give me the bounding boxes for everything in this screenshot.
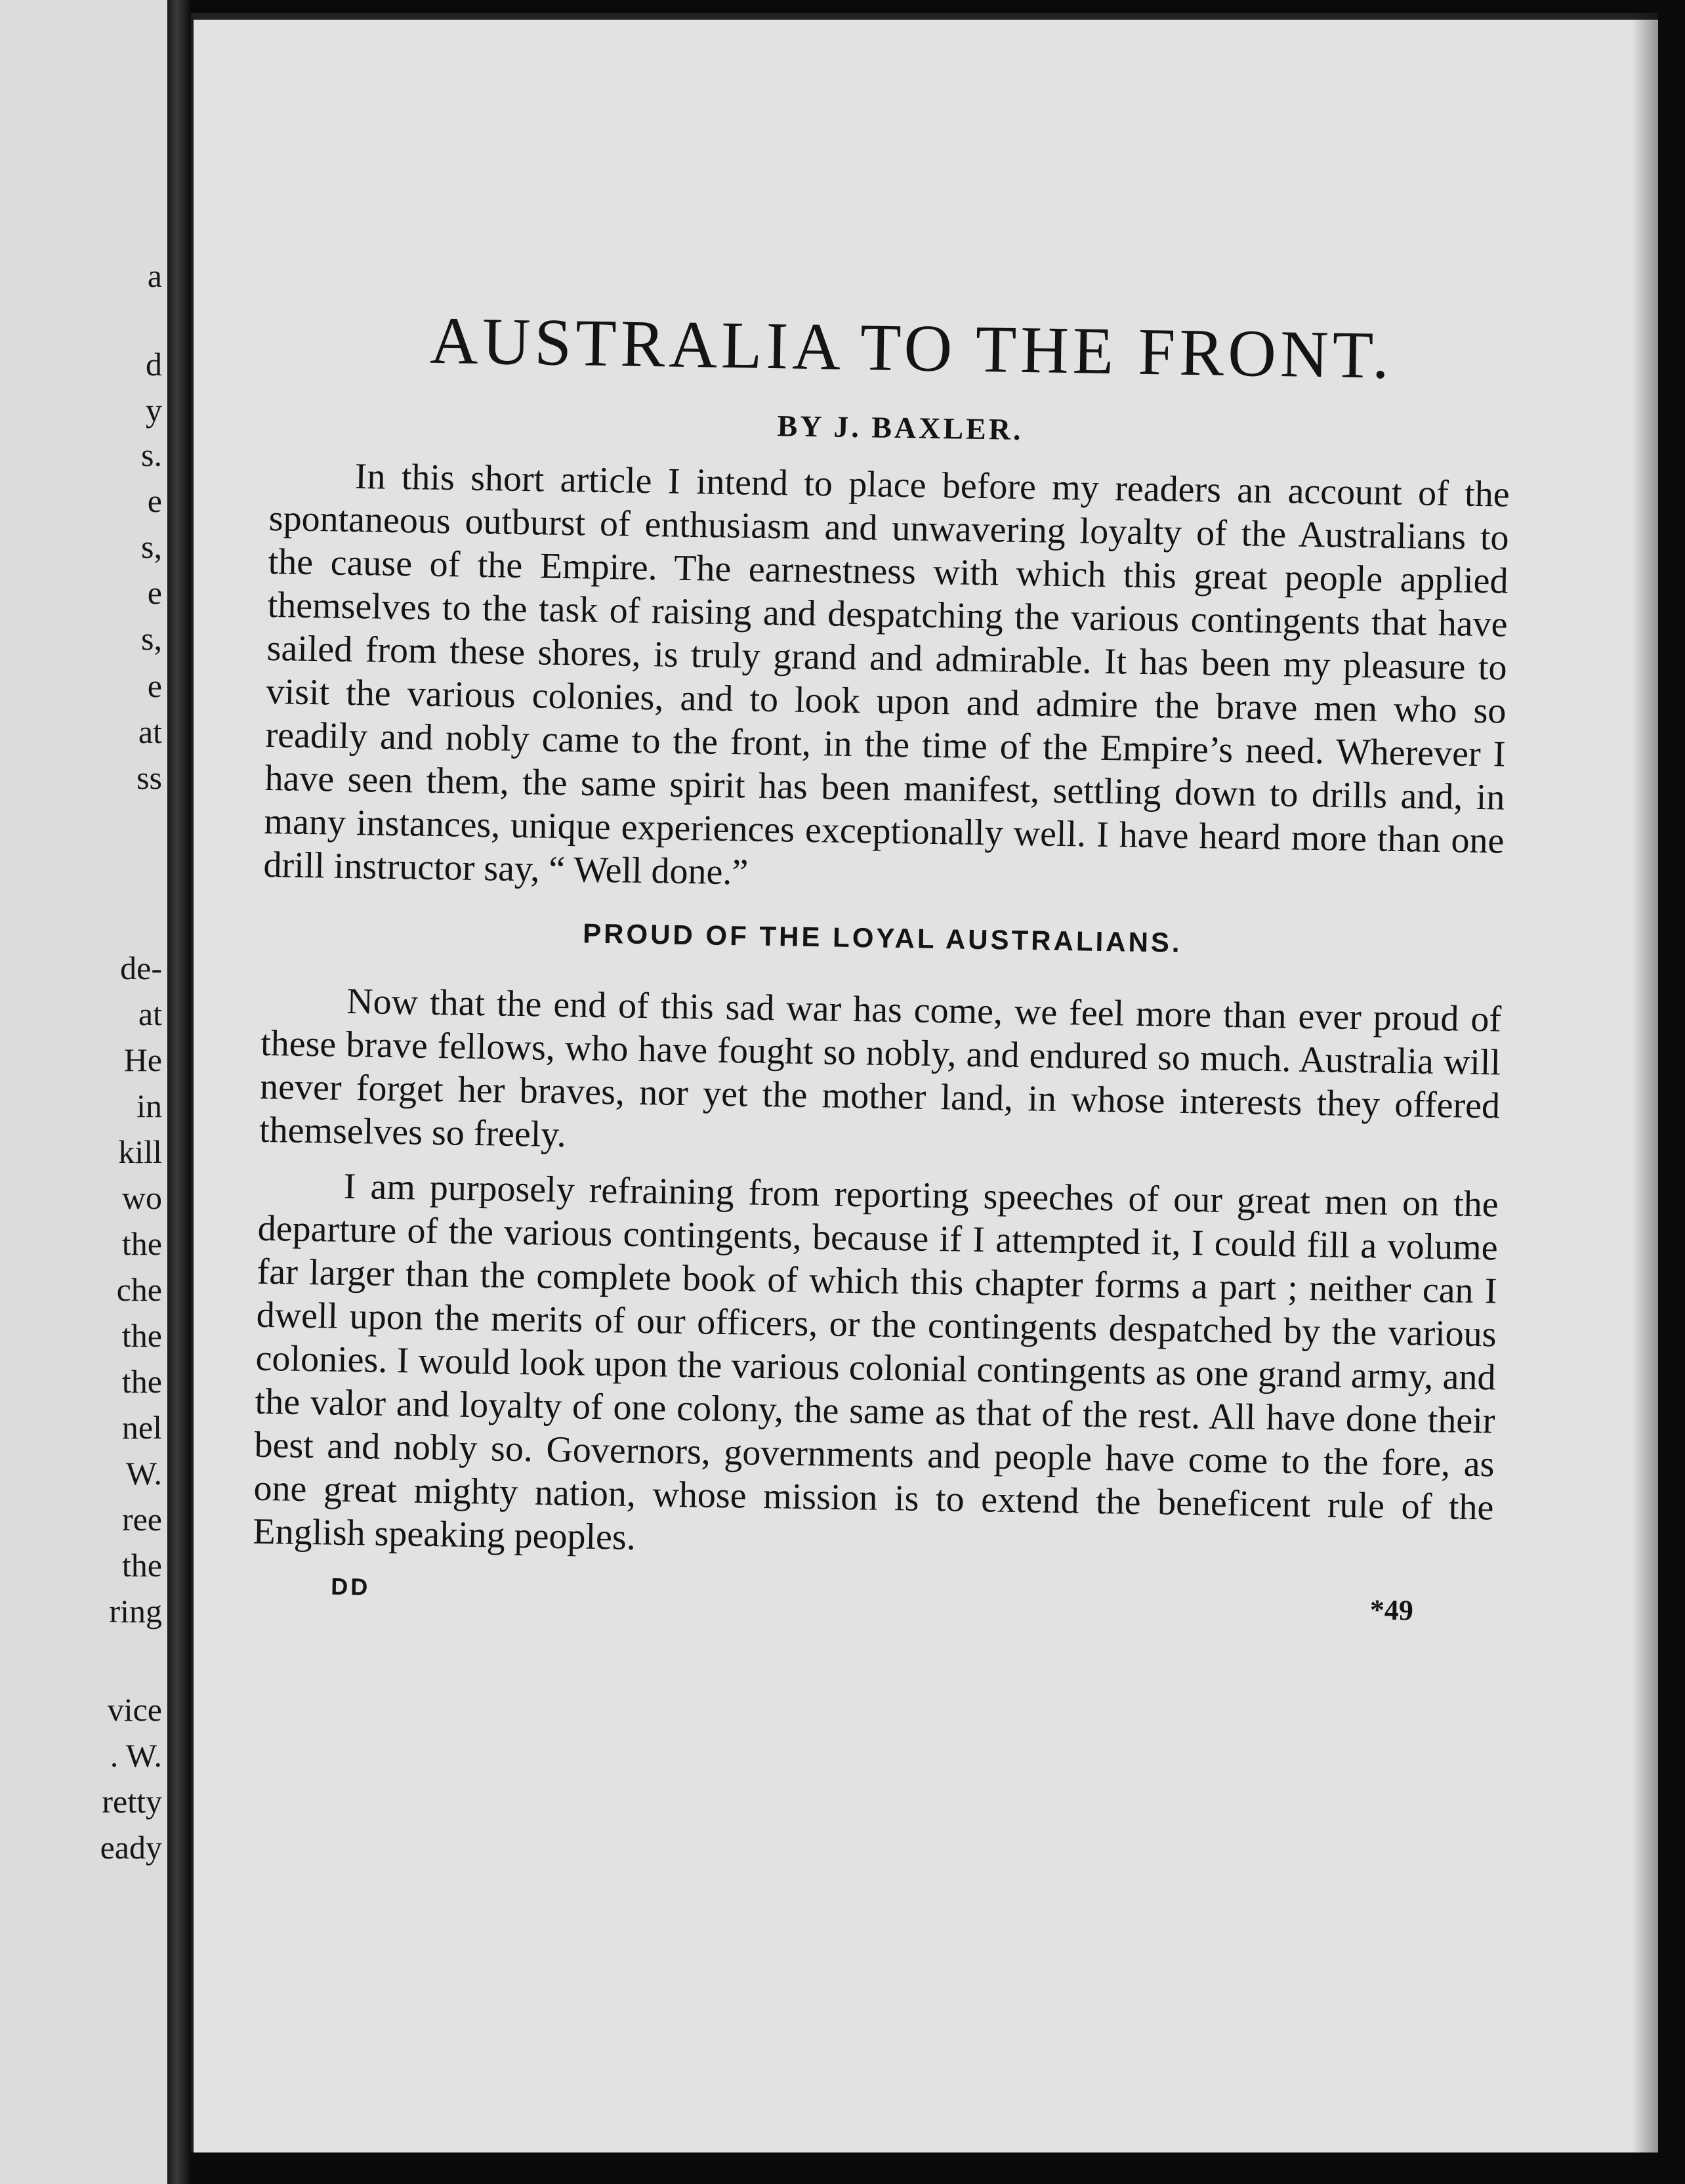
left-page-text: a <box>147 257 162 294</box>
left-page-text: de- <box>120 950 162 986</box>
signature-mark: DD <box>330 1572 371 1601</box>
left-page-text: ss <box>136 759 162 796</box>
page-footer <box>251 1572 1492 1644</box>
left-page-text: s. <box>141 436 162 473</box>
left-page-text: ree <box>121 1501 162 1538</box>
left-page-text: the <box>121 1317 162 1354</box>
left-page-text: y <box>146 392 162 429</box>
left-page-text: e <box>147 667 162 704</box>
left-page-text: kill <box>118 1133 162 1170</box>
article-content <box>251 302 1512 1644</box>
left-page-text: ring <box>109 1593 162 1629</box>
page-number: *49 <box>1369 1593 1414 1627</box>
left-page-text: at <box>138 713 162 750</box>
left-page-text: e <box>147 574 162 611</box>
left-page-text: in <box>136 1087 162 1124</box>
left-page-text: the <box>121 1225 162 1262</box>
left-page-text: W. <box>125 1455 162 1492</box>
left-page-text: eady <box>100 1829 162 1866</box>
article-title: AUSTRALIA TO THE FRONT. <box>429 303 1394 393</box>
left-page-text: the <box>121 1363 162 1400</box>
left-page-text: s, <box>141 528 162 565</box>
left-page-text: e <box>147 482 162 519</box>
left-page-text: wo <box>121 1179 162 1216</box>
book-gutter <box>167 0 191 2184</box>
article-byline: BY J. BAXLER. <box>777 409 1024 447</box>
left-page-text: the <box>121 1547 162 1584</box>
left-page-text: d <box>146 346 162 383</box>
section-heading: PROUD OF THE LOYAL AUSTRALIANS. <box>582 917 1182 959</box>
left-page-text: s, <box>141 620 162 657</box>
article-paragraph: I am purposely refraining from reporting speeches of our great men on the departure of the various contingents, because if I attempted it, I could fill a volume far larger than the complete book of which this chapter forms a part ; neither can I dwell upon the merits of our officers, or the contingents despatched by the various colonies. I would look upon the various colonial contingents as one grand army, and the valor and loyalty of one colony, the same as that of the rest. All have done their best and nobly so. Governors, governments and people have come to the fore, as one great mighty nation, whose mission is to extend the beneficent rule of the English speaking peoples. <box>253 1166 1499 1559</box>
left-page-text: vice <box>107 1691 162 1728</box>
left-page-text: retty <box>102 1783 162 1820</box>
article-paragraph: In this short article I intend to place before my readers an account of the spontaneous outburst of enthusiasm and unwavering loyalty of the Australians to the cause of the Empire. The earnestness with which this great people applied themselves to the task of raising and despatching the various contingents that have sailed from these shores, is truly grand and admirable. It has been my pleasure to visit the various colonies, and to look upon and admire the brave men who so readily and nobly came to the front, in the time of the Empire’s need. Wherever I have seen them, the same spirit has been manifest, settling down to drills and, in many instances, unique experiences exceptionally well. I have heard more than one drill instructor say, “ Well done.” <box>263 456 1510 893</box>
page-top-edge <box>194 13 1658 20</box>
left-page-text: at <box>138 996 162 1032</box>
previous-page-fragment <box>0 0 167 2184</box>
left-page-text: nel <box>121 1409 162 1446</box>
left-page-text: . W. <box>110 1737 162 1774</box>
left-page-text: He <box>123 1041 162 1078</box>
article-page <box>191 13 1658 2152</box>
article-paragraph: Now that the end of this sad war has come, we feel more than ever proud of these brave fellows, who have fought so nobly, and endured so much. Australia will never forget her braves, nor yet the mother land, in whose interests they offered themselves so freely. <box>259 981 1502 1156</box>
left-page-text: che <box>116 1271 162 1308</box>
page-edge-shadow <box>1632 13 1658 2152</box>
